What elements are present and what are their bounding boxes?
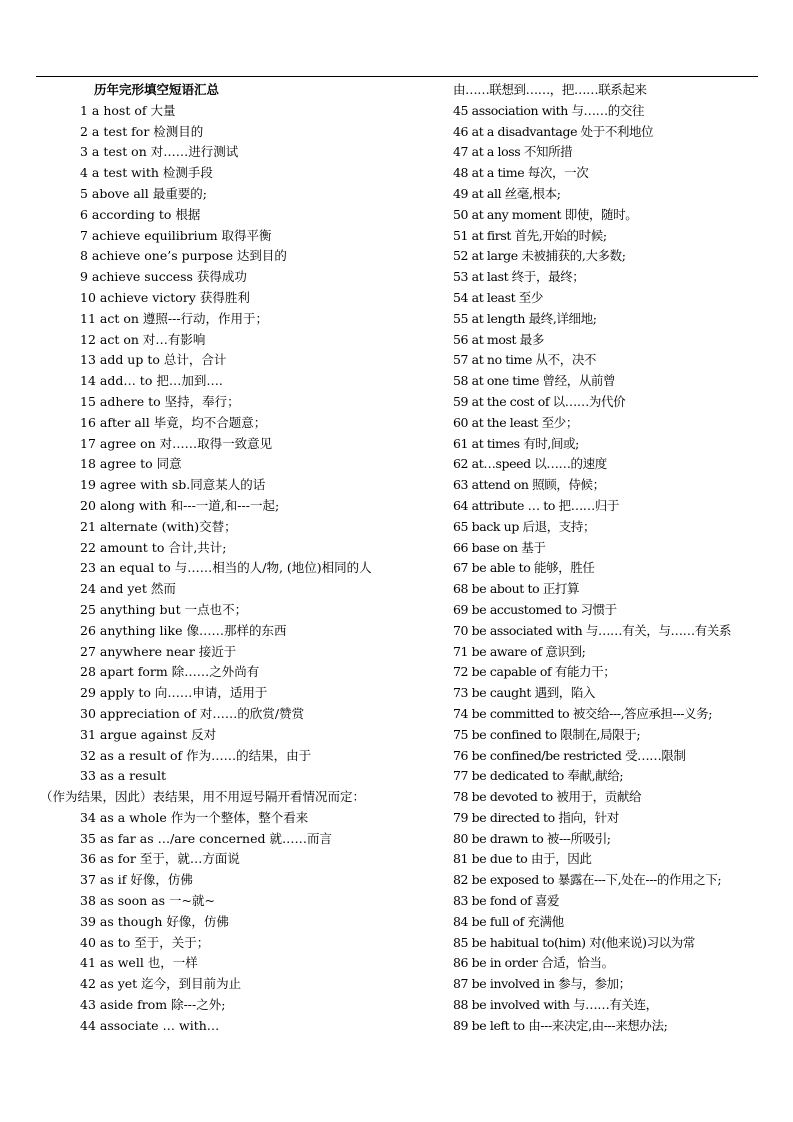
phrase-entry: 12 act on 对…有影响	[80, 331, 206, 347]
phrase-entry: 87 be involved in 参与，参加；	[453, 976, 631, 992]
phrase-entry: 43 aside from 除---之外;	[80, 997, 226, 1013]
phrase-entry: 9 achieve success 获得成功	[80, 269, 247, 285]
phrase-entry: 61 at times 有时,间或;	[453, 435, 579, 451]
phrase-entry: 22 amount to 合计,共计;	[80, 539, 227, 555]
phrase-entry: 14 add… to 把…加到….	[80, 373, 223, 389]
phrase-entry: 62 at…speed 以……的速度	[453, 456, 607, 472]
phrase-entry: 20 along with 和---一道,和---一起;	[80, 497, 280, 513]
phrase-entry: 39 as though 好像，仿佛	[80, 913, 229, 929]
phrase-entry: 3 a test on 对……进行测试	[80, 144, 239, 160]
phrase-entry: 84 be full of 充满他	[453, 913, 564, 929]
phrase-entry: 7 achieve equilibrium 取得平衡	[80, 227, 272, 243]
phrase-entry: 8 achieve one’s purpose 达到目的	[80, 248, 287, 264]
phrase-entry: 4 a test with 检测手段	[80, 165, 213, 181]
document-title: 历年完形填空短语汇总	[94, 82, 220, 97]
phrase-entry: 44 associate … with…	[80, 1017, 220, 1033]
phrase-entry: 28 apart form 除……之外尚有	[80, 664, 260, 680]
phrase-entry: 36 as for 至于，就…方面说	[80, 851, 240, 867]
phrase-entry: 88 be involved with 与……有关连，	[453, 997, 658, 1013]
phrase-entry: 26 anything like 像……那样的东西	[80, 622, 287, 638]
phrase-entry: 51 at first 首先,开始的时候;	[453, 227, 607, 243]
phrase-entry: 42 as yet 迄今，到目前为止	[80, 976, 242, 992]
phrase-entry: 66 base on 基于	[453, 539, 546, 555]
phrase-entry: 27 anywhere near 接近于	[80, 643, 237, 659]
header-rule	[36, 76, 758, 77]
phrase-entry: 5 above all 最重要的;	[80, 185, 207, 201]
phrase-entry: 74 be committed to 被交给---,答应承担---义务;	[453, 705, 713, 721]
phrase-entry: 82 be exposed to 暴露在---下,处在---的作用之下;	[453, 872, 722, 888]
phrase-entry: 33 as a result	[80, 768, 167, 784]
phrase-entry: 41 as well 也，一样	[80, 955, 198, 971]
phrase-entry: 2 a test for 检测目的	[80, 123, 204, 139]
phrase-entry: 6 according to 根据	[80, 206, 201, 222]
phrase-entry: 24 and yet 然而	[80, 581, 176, 597]
phrase-entry: 64 attribute … to 把……归于	[453, 497, 620, 513]
phrase-entry: 30 appreciation of 对……的欣赏/赞赏	[80, 705, 305, 721]
phrase-entry: 49 at all 丝毫,根本;	[453, 185, 561, 201]
phrase-entry: 40 as to 至于，关于；	[80, 934, 210, 950]
phrase-entry: 17 agree on 对……取得一致意见	[80, 435, 273, 451]
phrase-entry: 72 be capable of 有能力干；	[453, 664, 616, 680]
phrase-entry: 46 at a disadvantage 处于不利地位	[453, 123, 654, 139]
phrase-entry: 63 attend on 照顾，侍候；	[453, 477, 605, 493]
phrase-entry: 78 be devoted to 被用于，贡献给	[453, 789, 642, 805]
phrase-entry: 79 be directed to 指向，针对	[453, 809, 619, 825]
phrase-entry: 19 agree with sb.同意某人的话	[80, 477, 266, 493]
phrase-entry: 50 at any moment 即使，随时。	[453, 206, 638, 222]
phrase-entry: 70 be associated with 与……有关，与……有关系	[453, 622, 732, 638]
phrase-entry: 18 agree to 同意	[80, 456, 182, 472]
phrase-entry: 48 at a time 每次，一次	[453, 165, 589, 181]
left-column	[40, 80, 448, 1037]
phrase-entry: 73 be caught 遇到，陷入	[453, 685, 596, 701]
phrase-entry: 85 be habitual to(him) 对(他来说)习以为常	[453, 934, 695, 950]
phrase-entry: 37 as if 好像，仿佛	[80, 872, 193, 888]
phrase-entry: 68 be about to 正打算	[453, 581, 580, 597]
phrase-entry: 1 a host of 大量	[80, 102, 176, 118]
phrase-entry: 77 be dedicated to 奉献,献给;	[453, 768, 624, 784]
phrase-entry: 89 be left to 由---来决定,由---来想办法;	[453, 1017, 668, 1033]
phrase-entry: 59 at the cost of 以……为代价	[453, 393, 626, 409]
phrase-entry: 11 act on 遵照---行动，作用于；	[80, 310, 269, 326]
phrase-entry: 53 at last 终于，最终；	[453, 269, 585, 285]
phrase-entry: 60 at the least 至少；	[453, 414, 578, 430]
phrase-entry: 13 add up to 总计，合计	[80, 352, 227, 368]
phrase-entry: 25 anything but 一点也不；	[80, 601, 248, 617]
phrase-entry: 75 be confined to 限制在,局限于;	[453, 726, 641, 742]
phrase-entry: 10 achieve victory 获得胜利	[80, 289, 250, 305]
phrase-entry: 86 be in order 合适，恰当。	[453, 955, 614, 971]
phrase-entry: 81 be due to 由于，因此	[453, 851, 592, 867]
phrase-entry: 69 be accustomed to 习惯于	[453, 601, 617, 617]
phrase-entry: 35 as far as …/are concerned 就……而言	[80, 830, 332, 846]
phrase-entry: 由……联想到……，把……联系起来	[453, 82, 647, 97]
phrase-entry: 52 at large 未被捕获的,大多数;	[453, 248, 626, 264]
phrase-entry: 71 be aware of 意识到;	[453, 643, 586, 659]
phrase-entry: 56 at most 最多	[453, 331, 544, 347]
phrase-entry: （作为结果，因此）表结果，用不用逗号隔开看情况而定：	[40, 789, 366, 805]
phrase-entry: 47 at a loss 不知所措	[453, 144, 573, 160]
phrase-entry: 57 at no time 从不，决不	[453, 352, 597, 368]
phrase-entry: 80 be drawn to 被---所吸引;	[453, 830, 611, 846]
phrase-entry: 31 argue against 反对	[80, 726, 217, 742]
phrase-entry: 38 as soon as 一~就~	[80, 893, 215, 909]
phrase-entry: 65 back up 后退，支持；	[453, 518, 596, 534]
phrase-entry: 34 as a whole 作为一个整体，整个看来	[80, 809, 309, 825]
phrase-entry: 29 apply to 向……申请，适用于	[80, 685, 268, 701]
phrase-entry: 32 as a result of 作为……的结果，由于	[80, 747, 312, 763]
phrase-entry: 54 at least 至少	[453, 289, 543, 305]
phrase-entry: 16 after all 毕竟，均不合题意；	[80, 414, 267, 430]
phrase-entry: 76 be confined/be restricted 受……限制	[453, 747, 686, 763]
phrase-entry: 45 association with 与……的交往	[453, 102, 645, 118]
phrase-entry: 23 an equal to 与……相当的人/物, (地位)相同的人	[80, 560, 372, 576]
phrase-entry: 55 at length 最终,详细地;	[453, 310, 597, 326]
right-column	[453, 80, 763, 1037]
phrase-entry: 67 be able to 能够，胜任	[453, 560, 595, 576]
phrase-entry: 58 at one time 曾经，从前曾	[453, 373, 616, 389]
phrase-entry: 15 adhere to 坚持，奉行；	[80, 393, 240, 409]
phrase-entry: 83 be fond of 喜爱	[453, 893, 560, 909]
phrase-entry: 21 alternate (with)交替；	[80, 518, 237, 534]
